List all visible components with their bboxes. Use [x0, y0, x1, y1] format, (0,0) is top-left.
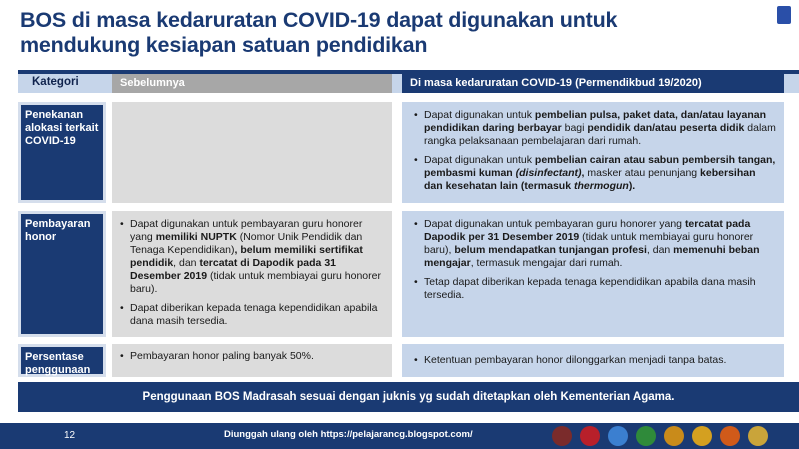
- page-number: 12: [64, 430, 76, 441]
- list-item: • Dapat digunakan untuk pembelian cairan atau sabun pembersih tangan, pembasmi kuman (disinfectant), masker atau penunjang kebersihan dan kesehatan lain (termasuk thermogun).: [410, 154, 776, 193]
- row-penekanan-during: [402, 102, 784, 203]
- logo-1-icon: [552, 426, 572, 446]
- row-persentase-before: [112, 344, 392, 377]
- list-item: • Dapat digunakan untuk pembelian pulsa, paket data, dan/atau layanan pendidikan daring berbayar bagi pendidik dan/atau peserta didik dalam rangka pelaksanaan pembelajaran dari rumah.: [410, 109, 776, 148]
- row-label-persentase: Persentase penggunaan: [18, 344, 106, 377]
- logo-8-icon: [748, 426, 768, 446]
- bottom-note: Penggunaan BOS Madrasah sesuai dengan juknis yg sudah ditetapkan oleh Kementerian Agama.: [18, 382, 799, 412]
- logo-3-icon: [608, 426, 628, 446]
- title-line-1: BOS di masa kedaruratan COVID-19 dapat digunakan untuk: [20, 8, 618, 32]
- page-title: [20, 8, 660, 58]
- list-item: • Pembayaran honor paling banyak 50%.: [116, 350, 384, 363]
- logo-4-icon: [636, 426, 656, 446]
- logo-7-icon: [720, 426, 740, 446]
- corner-logo-icon: [777, 6, 791, 24]
- row-persentase-during: [402, 344, 784, 377]
- list-item: • Dapat digunakan untuk pembayaran guru honorer yang tercatat pada Dapodik per 31 Desember 2019 (tidak untuk membiayai guru honorer baru), belum mendapatkan tunjangan profesi, dan memenuhi beban mengajar, termasuk mengajar dari rumah.: [410, 218, 776, 270]
- footer-credit: Diunggah ulang oleh https://pelajarancg.blogspot.com/: [224, 429, 473, 440]
- list-item: • Dapat digunakan untuk pembayaran guru honorer yang memiliki NUPTK (Nomor Unik Pendidik dan Tenaga Kependidikan), belum memiliki sertifikat pendidik, dan tercatat di Dapodik pada 31 Desember 2019 (tidak untuk membiayai guru honorer baru).: [116, 218, 384, 296]
- list-item: • Tetap dapat diberikan kepada tenaga kependidikan apabila dana masih tersedia.: [410, 276, 776, 302]
- logo-2-icon: [580, 426, 600, 446]
- header-kategori: Kategori: [32, 76, 79, 88]
- row-penekanan-before: [112, 102, 392, 203]
- logo-6-icon: [692, 426, 712, 446]
- row-pembayaran-before: [112, 211, 392, 337]
- row-label-penekanan: Penekanan alokasi terkait COVID-19: [18, 102, 106, 203]
- list-item: • Dapat diberikan kepada tenaga kependidikan apabila dana masih tersedia.: [116, 302, 384, 328]
- title-line-2: mendukung kesiapan satuan pendidikan: [20, 33, 428, 57]
- row-pembayaran-during: [402, 211, 784, 337]
- list-item: • Ketentuan pembayaran honor dilonggarkan menjadi tanpa batas.: [410, 354, 776, 367]
- logo-strip: [552, 426, 768, 446]
- row-label-pembayaran: Pembayaran honor: [18, 211, 106, 337]
- header-sebelumnya: Sebelumnya: [112, 74, 392, 93]
- header-darurat: Di masa kedaruratan COVID-19 (Permendikbud 19/2020): [402, 74, 784, 93]
- logo-5-icon: [664, 426, 684, 446]
